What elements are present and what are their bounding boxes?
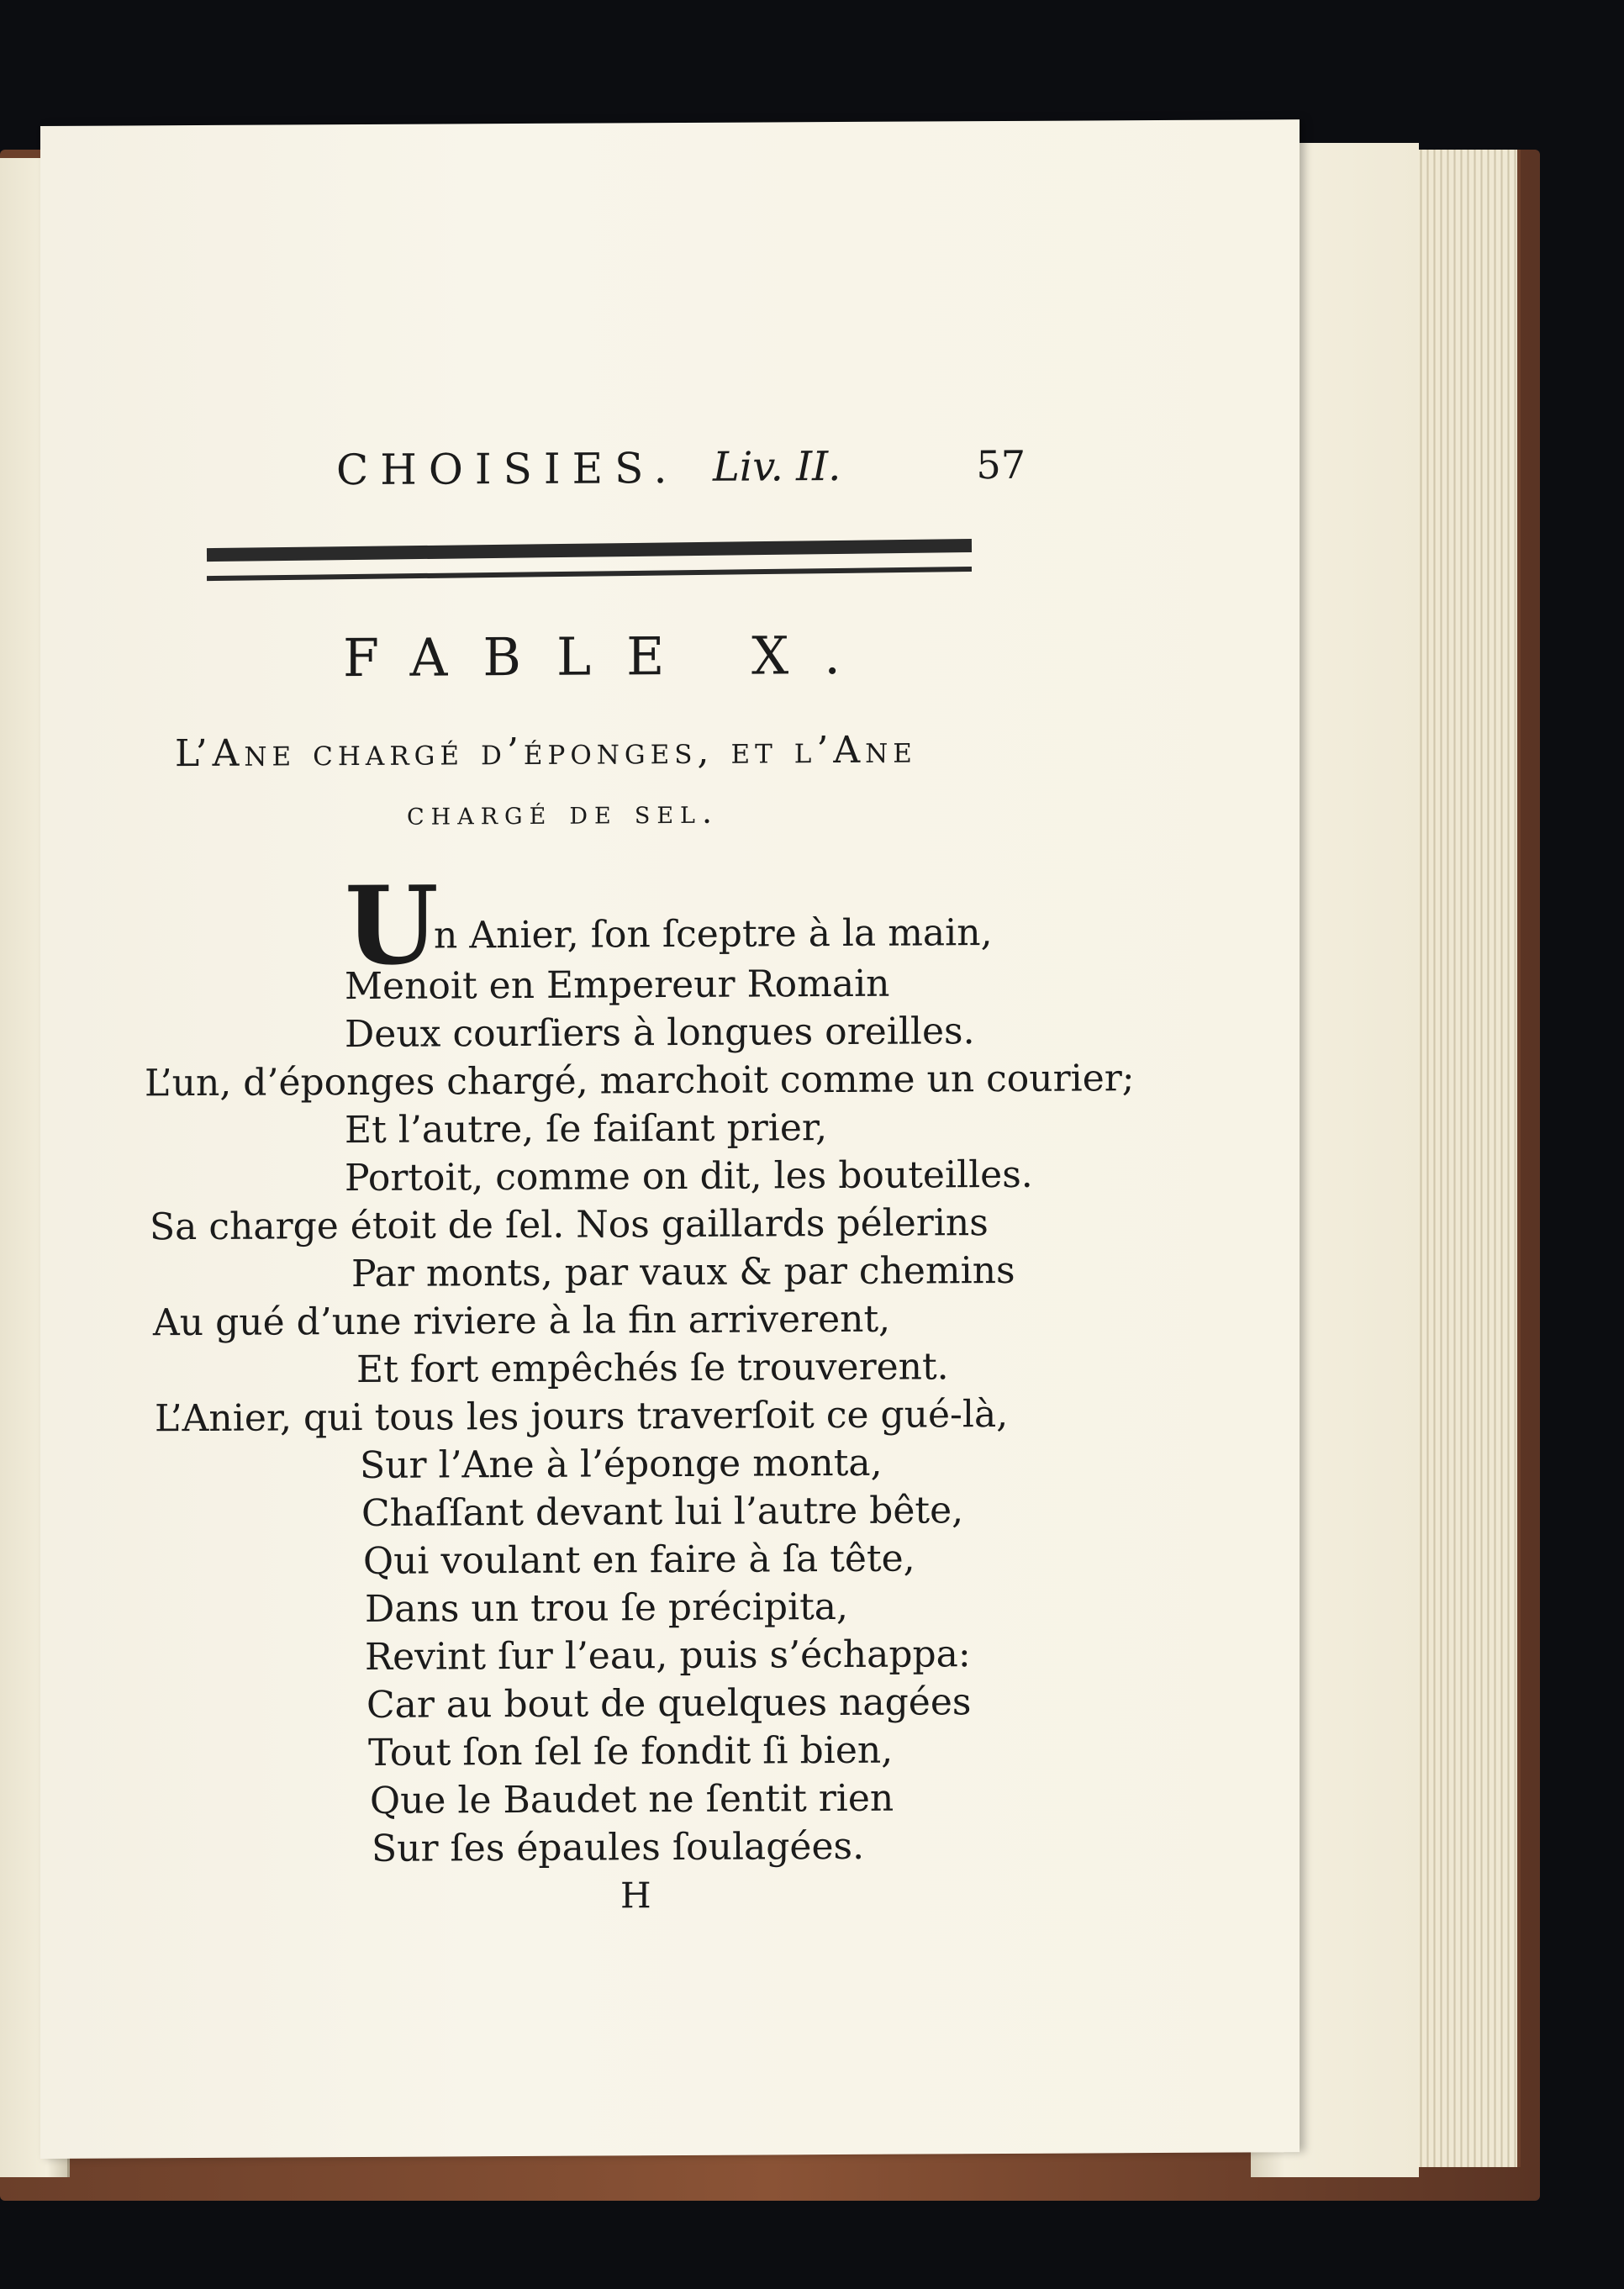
book-page xyxy=(40,119,1300,2159)
verse-line: Sur ſes épaules ſoulagées. xyxy=(372,1824,865,1870)
verse-line: Tout ſon ſel ſe fondit ſi bien, xyxy=(368,1728,894,1775)
fable-title-line-2: chargé de sel. xyxy=(407,793,720,832)
fable-title-line-1: L’Ane chargé d’éponges, et l’Ane xyxy=(175,728,917,776)
verse-line: Par monts, par vaux & par chemins xyxy=(351,1248,1015,1296)
verse-line: Sur l’Ane à l’éponge monta, xyxy=(360,1441,883,1488)
fable-number: FABLE X. xyxy=(343,624,876,689)
running-header xyxy=(336,442,1026,504)
verse-line: n Anier, ſon ſceptre à la main, xyxy=(434,911,993,957)
verse-line: Dans un trou ſe précipita, xyxy=(365,1585,849,1631)
verse-line: Que le Baudet ne ſentit rien xyxy=(370,1776,894,1822)
catchword: H xyxy=(620,1875,651,1917)
drop-cap: U xyxy=(345,862,439,990)
verse-line: Chaſſant devant lui l’autre bête, xyxy=(361,1489,964,1535)
verse-line: Et l’autre, ſe faiſant prier, xyxy=(345,1106,828,1152)
running-title: CHOISIES. xyxy=(336,444,679,495)
verse-line: Au gué d’une riviere à la fin arriverent, xyxy=(153,1297,891,1345)
header-rule-thick xyxy=(207,539,972,562)
verse-line: Sa charge étoit de ſel. Nos gaillards pélerins xyxy=(150,1201,989,1249)
verse-line: L’Anier, qui tous les jours traverſoit ce gué-là, xyxy=(155,1392,1009,1441)
verse-line: Portoit, comme on dit, les bouteilles. xyxy=(345,1152,1033,1200)
book-reference: Liv. II. xyxy=(713,443,841,491)
verse-line: Et fort empêchés ſe trouverent. xyxy=(356,1345,949,1392)
verse-line: Qui voulant en faire à ſa tête, xyxy=(363,1537,915,1583)
header-rule-thin xyxy=(207,567,972,581)
verse-line: Car au bout de quelques nagées xyxy=(366,1680,972,1727)
verse-line: Revint ſur l’eau, puis s’échappa: xyxy=(365,1632,971,1679)
page-number: 57 xyxy=(976,441,1026,488)
verse-line: Menoit en Empereur Romain xyxy=(345,962,890,1009)
verse-line: L’un, d’éponges chargé, marchoit comme un courier; xyxy=(145,1057,1135,1105)
verse-line: Deux courſiers à longues oreilles. xyxy=(345,1010,975,1057)
